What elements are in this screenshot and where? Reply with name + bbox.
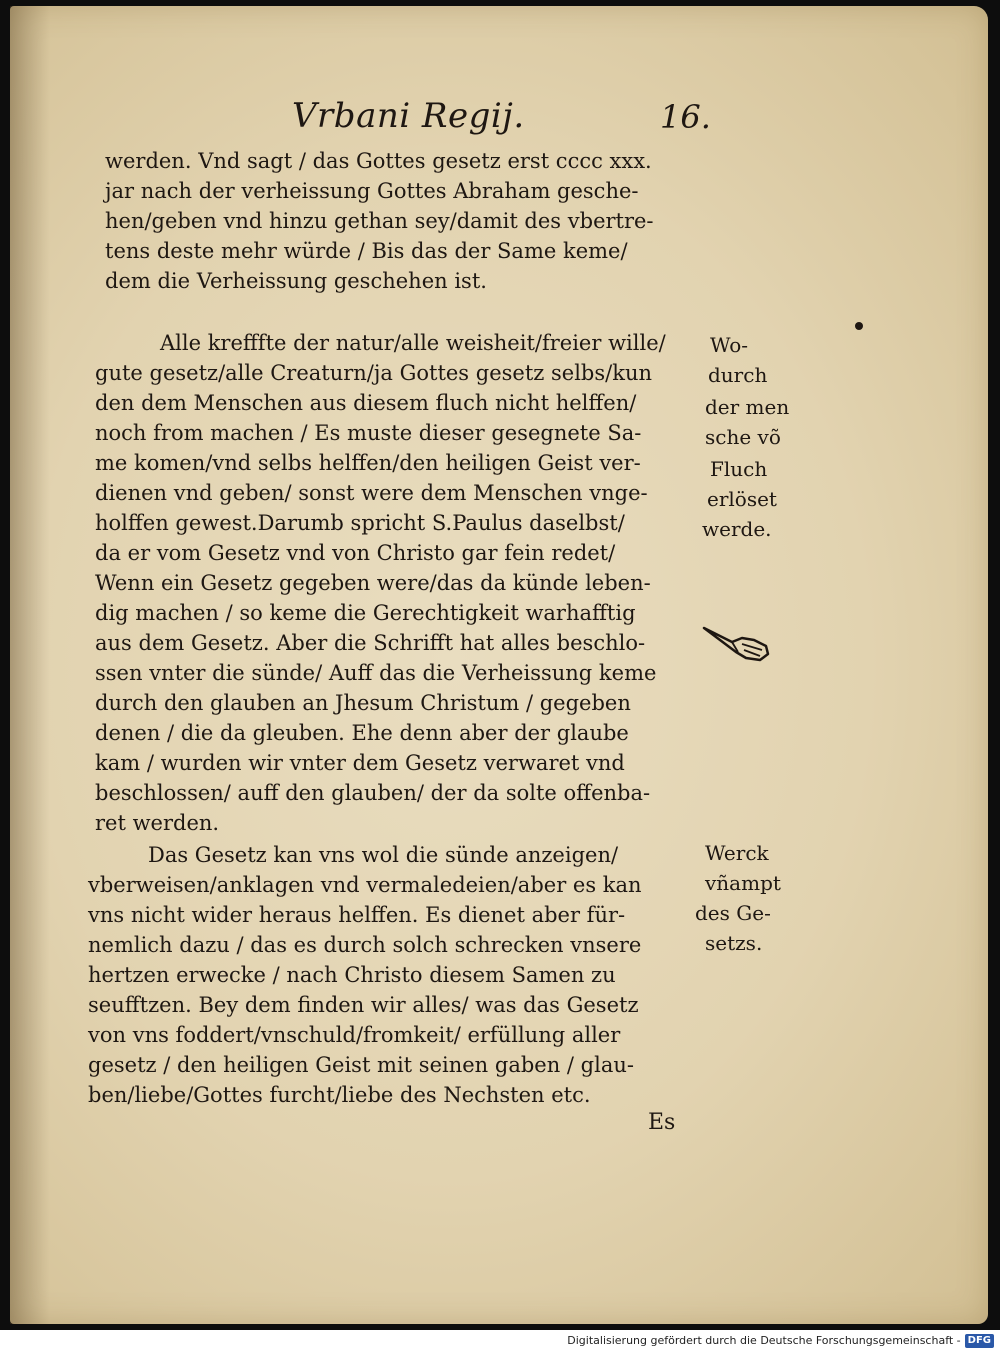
text-line: von vns foddert/vnschuld/fromkeit/ erfüllung aller [88,1023,621,1047]
margin-note-line: Wo- [710,333,748,357]
text-line: Das Gesetz kan vns wol die sünde anzeigen/ [148,843,619,867]
margin-note-line: des Ge- [695,901,771,925]
text-line: vns nicht wider heraus helffen. Es dienet aber für- [88,903,626,927]
text-line: ret werden. [95,811,220,835]
running-header-title: Vrbani Regij. [292,96,525,136]
text-line: durch den glauben an Jhesum Christum / gegeben [95,691,631,715]
dot-icon [855,322,863,330]
text-line: vberweisen/anklagen vnd vermaledeien/aber es kan [88,873,642,897]
pointing-hand-icon [702,622,772,666]
text-line: jar nach der verheissung Gottes Abraham gesche- [105,179,639,203]
text-line: ssen vnter die sünde/ Auff das die Verheissung keme [95,661,657,685]
margin-note-line: durch [708,363,768,387]
text-line: tens deste mehr würde / Bis das der Same keme/ [105,239,628,263]
text-line: kam / wurden wir vnter dem Gesetz verwaret vnd [95,751,625,775]
text-line: gute gesetz/alle Creaturn/ja Gottes gesetz selbs/kun [95,361,653,385]
text-line: seufftzen. Bey dem finden wir alles/ was das Gesetz [88,993,639,1017]
text-line: dienen vnd geben/ sonst were dem Menschen vnge- [95,481,648,505]
text-line: noch from machen / Es muste dieser gesegnete Sa- [95,421,642,445]
margin-note-line: Werck [705,841,769,865]
margin-note-line: setzs. [705,931,763,955]
text-line: den dem Menschen aus diesem fluch nicht helffen/ [95,391,637,415]
text-line: Wenn ein Gesetz gegeben were/das da künde leben- [95,571,651,595]
text-line: me komen/vnd selbs helffen/den heiligen Geist ver- [95,451,641,475]
margin-note-line: Fluch [710,457,768,481]
catchword: Es [648,1110,676,1135]
text-line: dig machen / so keme die Gerechtigkeit warhafftig [95,601,636,625]
text-line: hertzen erwecke / nach Christo diesem Samen zu [88,963,616,987]
text-line: gesetz / den heiligen Geist mit seinen gaben / glau- [88,1053,634,1077]
text-line: ben/liebe/Gottes furcht/liebe des Nechsten etc. [88,1083,591,1107]
text-line: denen / die da gleuben. Ehe denn aber der glaube [95,721,629,745]
text-line: beschlossen/ auff den glauben/ der da solte offenba- [95,781,651,805]
text-line: hen/geben vnd hinzu gethan sey/damit des vbertre- [105,209,654,233]
dfg-logo: DFG [965,1334,994,1348]
text-line: holffen gewest.Darumb spricht S.Paulus daselbst/ [95,511,625,535]
text-line: nemlich dazu / das es durch solch schrecken vnsere [88,933,642,957]
footer-credit-text: Digitalisierung gefördert durch die Deutsche Forschungsgemeinschaft - [567,1334,961,1347]
text-line: dem die Verheissung geschehen ist. [105,269,487,293]
text-line: da er vom Gesetz vnd von Christo gar fein redet/ [95,541,616,565]
margin-note-line: der men [705,395,790,419]
text-line: Alle krefffte der natur/alle weisheit/freier wille/ [160,331,666,355]
digitization-footer [0,1330,1000,1351]
text-line: werden. Vnd sagt / das Gottes gesetz erst cccc xxx. [105,149,652,173]
margin-note-line: werde. [702,517,772,541]
page-number: 16. [660,98,711,136]
margin-note-line: erlöset [707,487,777,511]
text-line: aus dem Gesetz. Aber die Schrifft hat alles beschlo- [95,631,646,655]
margin-note-line: sche võ [705,425,781,449]
margin-note-line: vñampt [705,871,781,895]
